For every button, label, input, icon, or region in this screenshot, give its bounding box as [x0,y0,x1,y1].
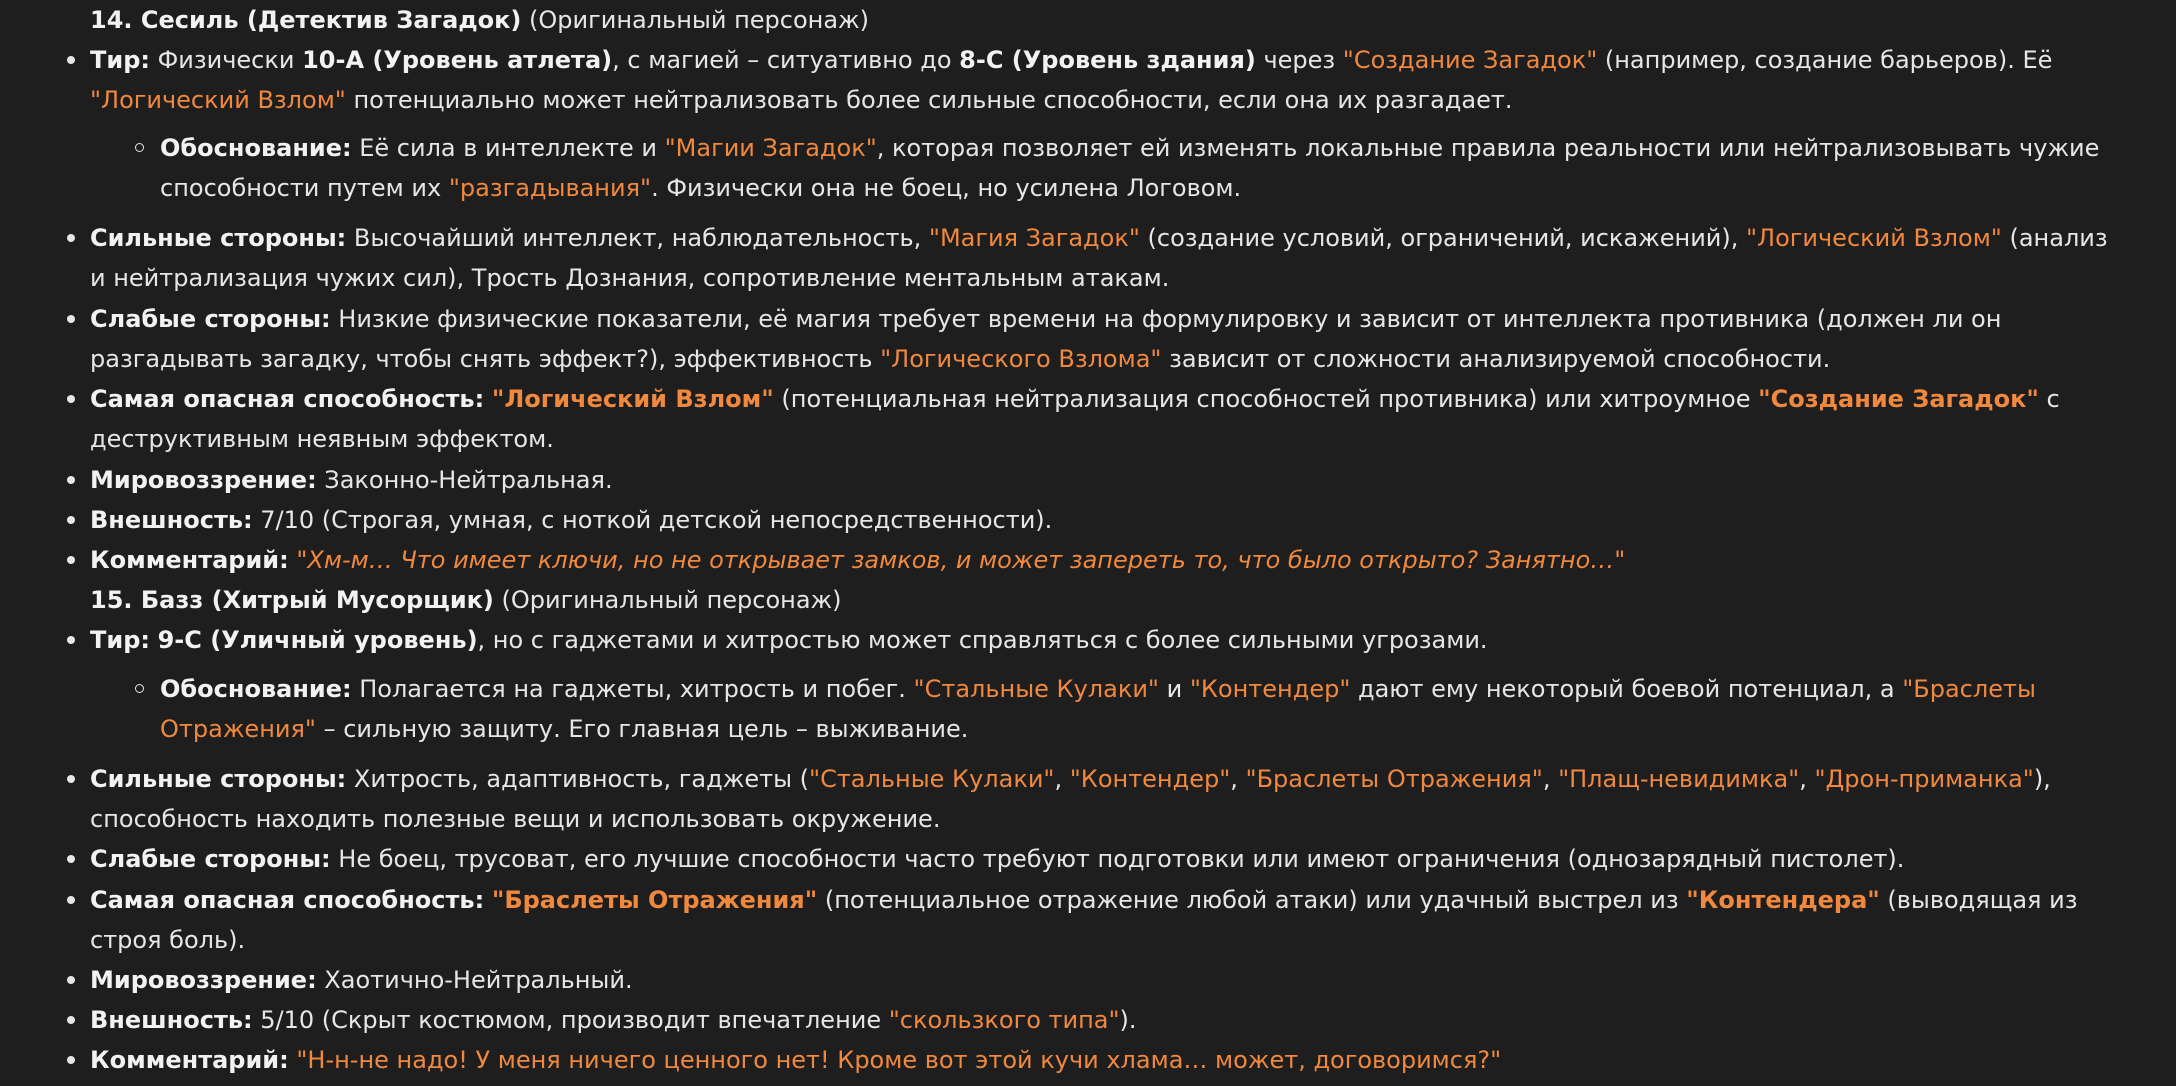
character-heading: 15. Базз (Хитрый Мусорщик) (Оригинальный персонаж) [90,586,842,614]
list-item-alignment: Мировоззрение: Законно-Нейтральная. [90,460,2120,500]
list-item-weaknesses: Слабые стороны: Не боец, трусоват, его лучшие способности часто требуют подготовки или имеют ограничения (однозарядный пистолет). [90,839,2120,879]
list-item-strengths: Сильные стороны: Хитрость, адаптивность, гаджеты ("Стальные Кулаки", "Контендер", "Браслеты Отражения", "Плащ-невидимка", "Дрон-приманка"), способность находить полезные вещи и использовать окружение. [90,759,2120,839]
list-item-weaknesses: Слабые стороны: Низкие физические показатели, её магия требует времени на формулировку и зависит от интеллекта противника (должен ли он разгадывать загадку, чтобы снять эффект?), эффективность "Логического Взлома" зависит от сложности анализируемой способности. [90,299,2120,379]
list-item-tier: Тир: 9-C (Уличный уровень), но с гаджетами и хитростью может справляться с более сильными угрозами. [90,620,2120,660]
list-item-danger: Самая опасная способность: "Логический Взлом" (потенциальная нейтрализация способностей противника) или хитроумное "Создание Загадок" с деструктивным неявным эффектом. [90,379,2120,459]
list-item-comment: Комментарий: "Н-н-не надо! У меня ничего ценного нет! Кроме вот этой кучи хлама… может, договоримся?" [90,1040,2120,1080]
list-item-alignment: Мировоззрение: Хаотично-Нейтральный. [90,960,2120,1000]
character-heading: 14. Сесиль (Детектив Загадок) (Оригинальный персонаж) [90,6,870,34]
sub-item-reason: Обоснование: Полагается на гаджеты, хитрость и побег. "Стальные Кулаки" и "Контендер" дают ему некоторый боевой потенциал, а "Браслеты Отражения" – сильную защиту. Его главная цель – выживание. [160,669,2120,749]
list-item-looks: Внешность: 7/10 (Строгая, умная, с ноткой детской непосредственности). [90,500,2120,540]
list-item-comment: Комментарий: "Хм-м… Что имеет ключи, но не открывает замков, и может запереть то, что было открыто? Занятно…" [90,540,2120,580]
list-item-tier: Тир: Физически 10-A (Уровень атлета), с магией – ситуативно до 8-C (Уровень здания) через "Создание Загадок" (например, создание барьеров). Её "Логический Взлом" потенциально может нейтрализовать более сильные способности, если она их разгадает. [90,40,2120,120]
list-item-strengths: Сильные стороны: Высочайший интеллект, наблюдательность, "Магия Загадок" (создание условий, ограничений, искажений), "Логический Взлом" (анализ и нейтрализация чужих сил), Трость Дознания, сопротивление ментальным атакам. [90,218,2120,298]
list-item-danger: Самая опасная способность: "Браслеты Отражения" (потенциальное отражение любой атаки) или удачный выстрел из "Контендера" (выводящая из строя боль). [90,880,2120,960]
sub-item-reason: Обоснование: Её сила в интеллекте и "Магии Загадок", которая позволяет ей изменять локальные правила реальности или нейтрализовывать чужие способности путем их "разгадывания". Физически она не боец, но усилена Логовом. [160,128,2120,208]
list-item-looks: Внешность: 5/10 (Скрыт костюмом, производит впечатление "скользкого типа"). [90,1000,2120,1040]
